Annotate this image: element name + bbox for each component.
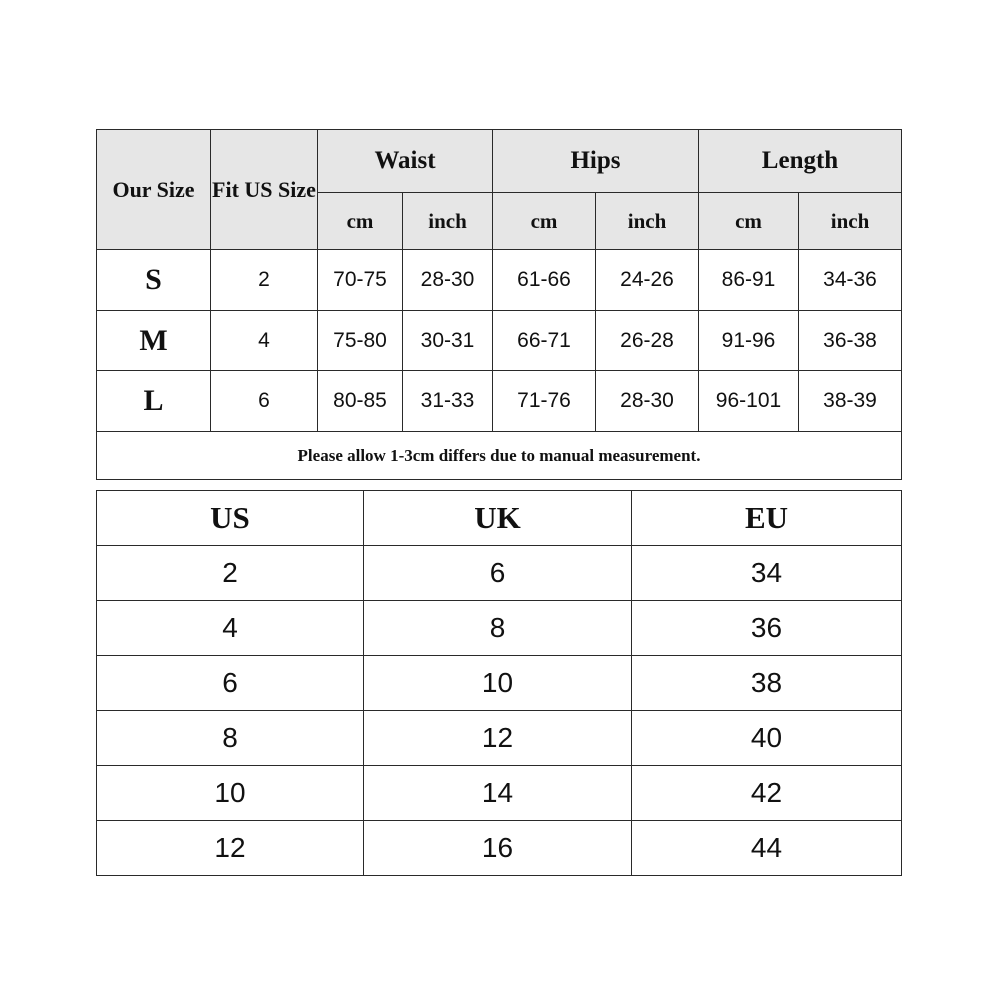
table-row bbox=[97, 821, 902, 876]
eu-size-value: 40 bbox=[632, 711, 902, 766]
eu-size-value: 38 bbox=[632, 656, 902, 711]
size-label: L bbox=[97, 371, 211, 432]
header-eu: EU bbox=[632, 491, 902, 546]
waist-cm-value: 70-75 bbox=[318, 250, 403, 311]
fit-us-size-value: 2 bbox=[211, 250, 318, 311]
hips-inch-value: 28-30 bbox=[596, 371, 699, 432]
length-cm-value: 86-91 bbox=[699, 250, 799, 311]
us-size-value: 10 bbox=[97, 766, 364, 821]
table-row bbox=[97, 546, 902, 601]
header-waist-cm: cm bbox=[318, 193, 403, 250]
eu-size-value: 34 bbox=[632, 546, 902, 601]
header-us: US bbox=[97, 491, 364, 546]
length-inch-value: 38-39 bbox=[799, 371, 902, 432]
length-cm-value: 96-101 bbox=[699, 371, 799, 432]
fit-us-size-value: 4 bbox=[211, 311, 318, 371]
uk-size-value: 10 bbox=[364, 656, 632, 711]
length-inch-value: 36-38 bbox=[799, 311, 902, 371]
hips-cm-value: 66-71 bbox=[493, 311, 596, 371]
table-row bbox=[97, 711, 902, 766]
conversion-header-row bbox=[97, 491, 902, 546]
size-label: M bbox=[97, 311, 211, 371]
us-size-value: 8 bbox=[97, 711, 364, 766]
header-waist-inch: inch bbox=[403, 193, 493, 250]
length-cm-value: 91-96 bbox=[699, 311, 799, 371]
header-uk: UK bbox=[364, 491, 632, 546]
hips-cm-value: 71-76 bbox=[493, 371, 596, 432]
header-our-size: Our Size bbox=[97, 130, 211, 250]
length-inch-value: 34-36 bbox=[799, 250, 902, 311]
uk-size-value: 12 bbox=[364, 711, 632, 766]
waist-inch-value: 30-31 bbox=[403, 311, 493, 371]
table-row bbox=[97, 656, 902, 711]
table-row bbox=[97, 601, 902, 656]
waist-inch-value: 28-30 bbox=[403, 250, 493, 311]
size-label: S bbox=[97, 250, 211, 311]
us-size-value: 2 bbox=[97, 546, 364, 601]
fit-us-size-value: 6 bbox=[211, 371, 318, 432]
us-size-value: 12 bbox=[97, 821, 364, 876]
hips-cm-value: 61-66 bbox=[493, 250, 596, 311]
uk-size-value: 6 bbox=[364, 546, 632, 601]
header-hips-cm: cm bbox=[493, 193, 596, 250]
size-chart-table bbox=[96, 129, 902, 480]
size-chart-header-row bbox=[97, 130, 902, 193]
header-length-inch: inch bbox=[799, 193, 902, 250]
uk-size-value: 14 bbox=[364, 766, 632, 821]
eu-size-value: 44 bbox=[632, 821, 902, 876]
eu-size-value: 42 bbox=[632, 766, 902, 821]
header-length: Length bbox=[699, 130, 902, 193]
hips-inch-value: 24-26 bbox=[596, 250, 699, 311]
table-row bbox=[97, 250, 902, 311]
us-size-value: 6 bbox=[97, 656, 364, 711]
table-row bbox=[97, 311, 902, 371]
us-size-value: 4 bbox=[97, 601, 364, 656]
eu-size-value: 36 bbox=[632, 601, 902, 656]
size-conversion-table bbox=[96, 490, 902, 876]
header-length-cm: cm bbox=[699, 193, 799, 250]
table-row bbox=[97, 371, 902, 432]
header-hips: Hips bbox=[493, 130, 699, 193]
header-waist: Waist bbox=[318, 130, 493, 193]
header-fit-us-size: Fit US Size bbox=[211, 130, 318, 250]
waist-inch-value: 31-33 bbox=[403, 371, 493, 432]
waist-cm-value: 75-80 bbox=[318, 311, 403, 371]
hips-inch-value: 26-28 bbox=[596, 311, 699, 371]
uk-size-value: 16 bbox=[364, 821, 632, 876]
measurement-note: Please allow 1-3cm differs due to manual measurement. bbox=[97, 432, 902, 480]
table-row bbox=[97, 766, 902, 821]
note-row bbox=[97, 432, 902, 480]
uk-size-value: 8 bbox=[364, 601, 632, 656]
header-hips-inch: inch bbox=[596, 193, 699, 250]
waist-cm-value: 80-85 bbox=[318, 371, 403, 432]
